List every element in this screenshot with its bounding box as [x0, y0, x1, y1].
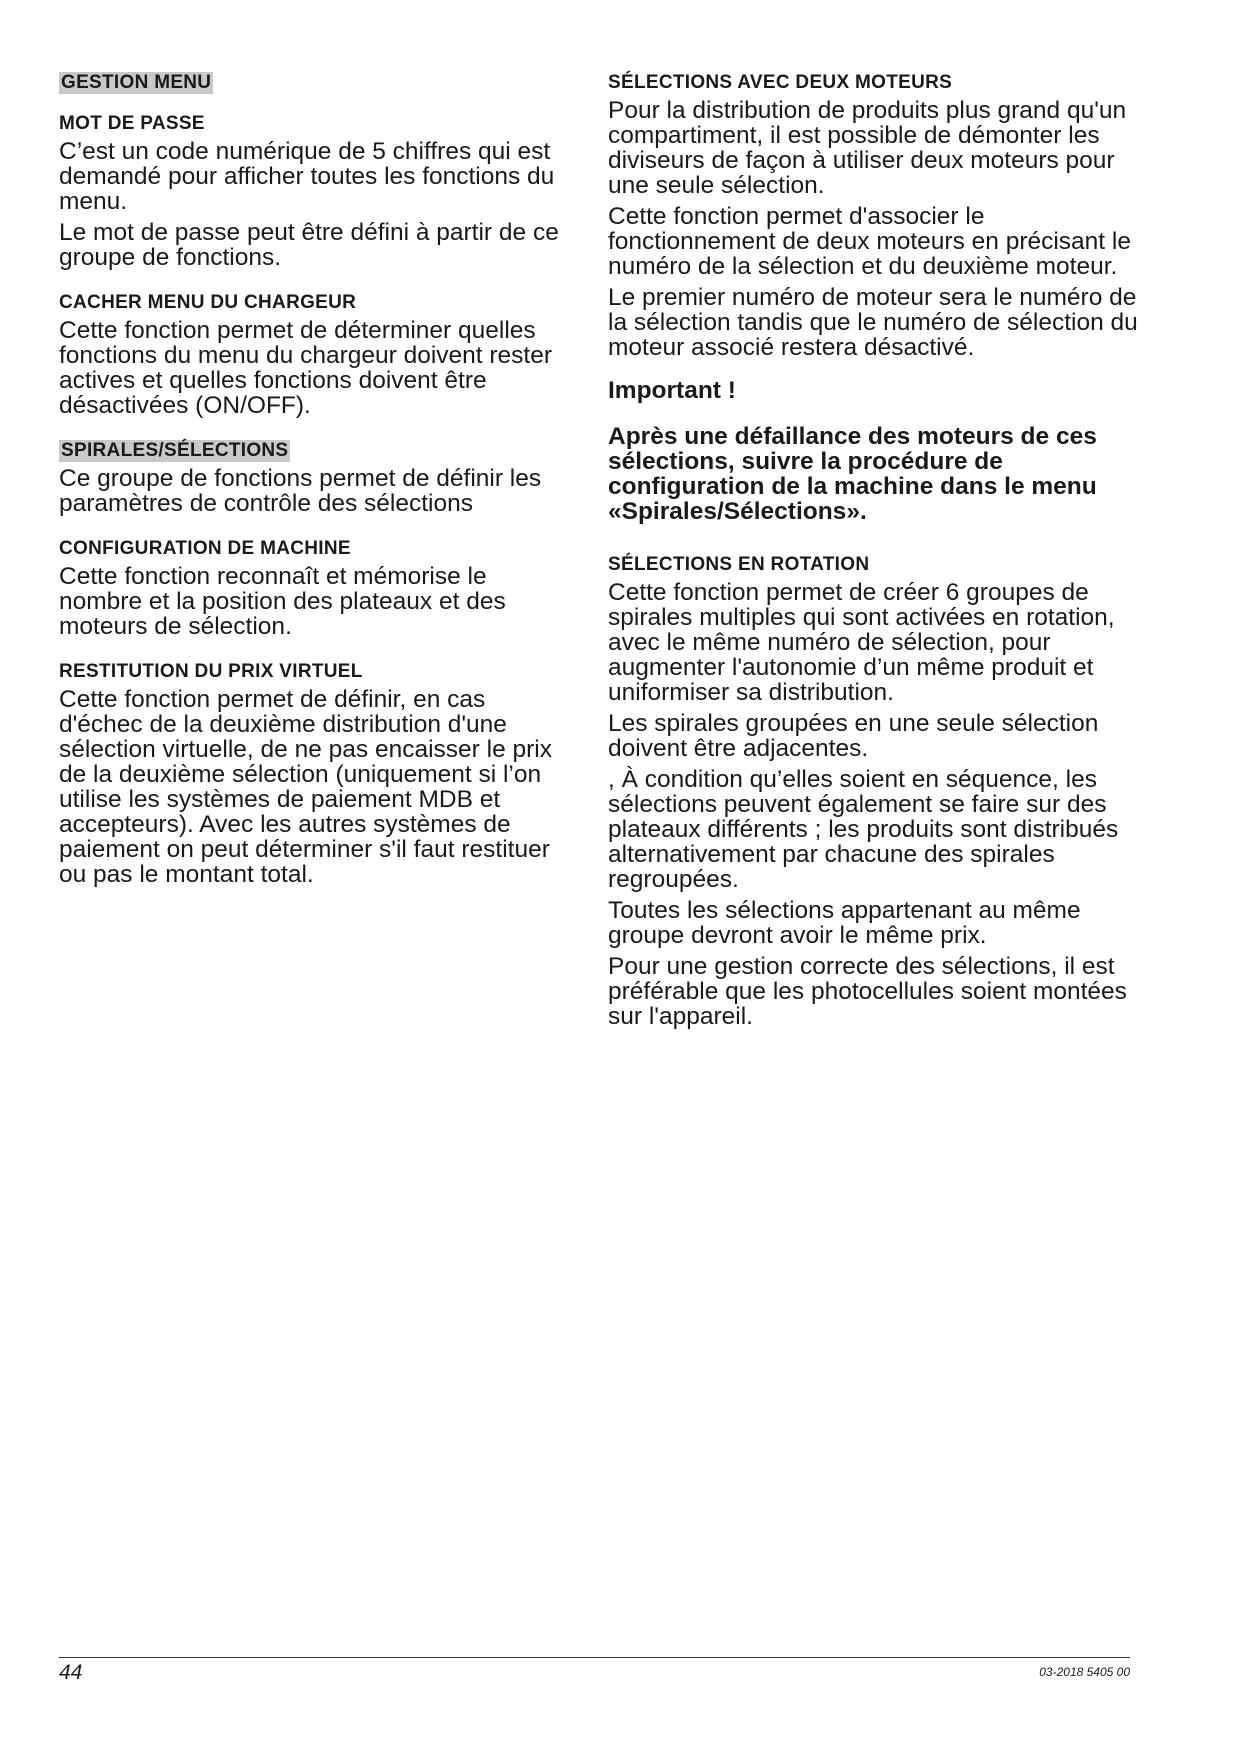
subhead-deux-moteurs: SÉLECTIONS AVEC DEUX MOTEURS — [608, 72, 953, 93]
paragraph-deux-moteurs-1: Pour la distribution de produits plus grand qu'un compartiment, il est possible de démonter les diviseurs de façon à utiliser deux moteurs pour une seule sélection. — [608, 97, 1127, 199]
paragraph-rotation-3: , À condition qu’elles soient en séquence, les sélections peuvent également se faire sur des plateaux différents ; les produits sont distribués alternativement par chacune des spirales regroupées. — [608, 766, 1119, 893]
paragraph-cacher-menu: Cette fonction permet de déterminer quelles fonctions du menu du chargeur doivent rester actives et quelles fonctions doivent être désactivées (ON/OFF). — [59, 317, 553, 419]
page-number: 44 — [59, 1661, 83, 1684]
paragraph-mot-de-passe-2: Le mot de passe peut être défini à partir de ce groupe de fonctions. — [59, 219, 559, 271]
subhead-selections-rotation: SÉLECTIONS EN ROTATION — [608, 554, 870, 575]
paragraph-rotation-1: Cette fonction permet de créer 6 groupes de spirales multiples qui sont activées en rotation, avec le même numéro de sélection, pour augmenter l'autonomie d’un même produit et uniformiser sa distribution. — [608, 579, 1115, 706]
right-column — [608, 72, 1138, 1029]
subhead-cacher-menu: CACHER MENU DU CHARGEUR — [59, 292, 357, 313]
important-title: Important ! — [608, 377, 736, 404]
section-header-spirales-selections: SPIRALES/SÉLECTIONS — [61, 440, 289, 461]
subhead-configuration-machine: CONFIGURATION DE MACHINE — [59, 538, 351, 559]
document-code: 03-2018 5405 00 — [1039, 1665, 1130, 1679]
paragraph-deux-moteurs-2: Cette fonction permet d'associer le fonctionnement de deux moteurs en précisant le numéro de la sélection et du deuxième moteur. — [608, 203, 1131, 280]
footer-divider — [59, 1657, 1130, 1658]
important-notice: Après une défaillance des moteurs de ces sélections, suivre la procédure de configuration de la machine dans le menu «Spirales/Sélections». — [608, 423, 1097, 525]
paragraph-restitution-prix: Cette fonction permet de définir, en cas d'échec de la deuxième distribution d'une sélection virtuelle, de ne pas encaisser le prix de la deuxième sélection (uniquement si l’on utilise les systèmes de paiement MDB et accepteurs). Avec les autres systèmes de paiement on peut déterminer s'il faut restituer ou pas le montant total. — [59, 686, 552, 888]
left-column — [59, 72, 574, 887]
subhead-mot-de-passe: MOT DE PASSE — [59, 113, 205, 134]
paragraph-rotation-2: Les spirales groupées en une seule sélection doivent être adjacentes. — [608, 710, 1099, 762]
paragraph-spirales-intro: Ce groupe de fonctions permet de définir les paramètres de contrôle des sélections — [59, 465, 542, 517]
paragraph-mot-de-passe-1: C’est un code numérique de 5 chiffres qui est demandé pour afficher toutes les fonctions du menu. — [59, 138, 555, 215]
paragraph-deux-moteurs-3: Le premier numéro de moteur sera le numéro de la sélection tandis que le numéro de sélection du moteur associé restera désactivé. — [608, 284, 1138, 361]
section-header-gestion-menu: GESTION MENU — [61, 72, 212, 93]
paragraph-rotation-5: Pour une gestion correcte des sélections, il est préférable que les photocellules soient montées sur l'appareil. — [608, 953, 1127, 1030]
paragraph-rotation-4: Toutes les sélections appartenant au même groupe devront avoir le même prix. — [608, 897, 1081, 949]
paragraph-configuration-machine: Cette fonction reconnaît et mémorise le nombre et la position des plateaux et des moteurs de sélection. — [59, 563, 506, 640]
subhead-restitution-prix: RESTITUTION DU PRIX VIRTUEL — [59, 661, 363, 682]
